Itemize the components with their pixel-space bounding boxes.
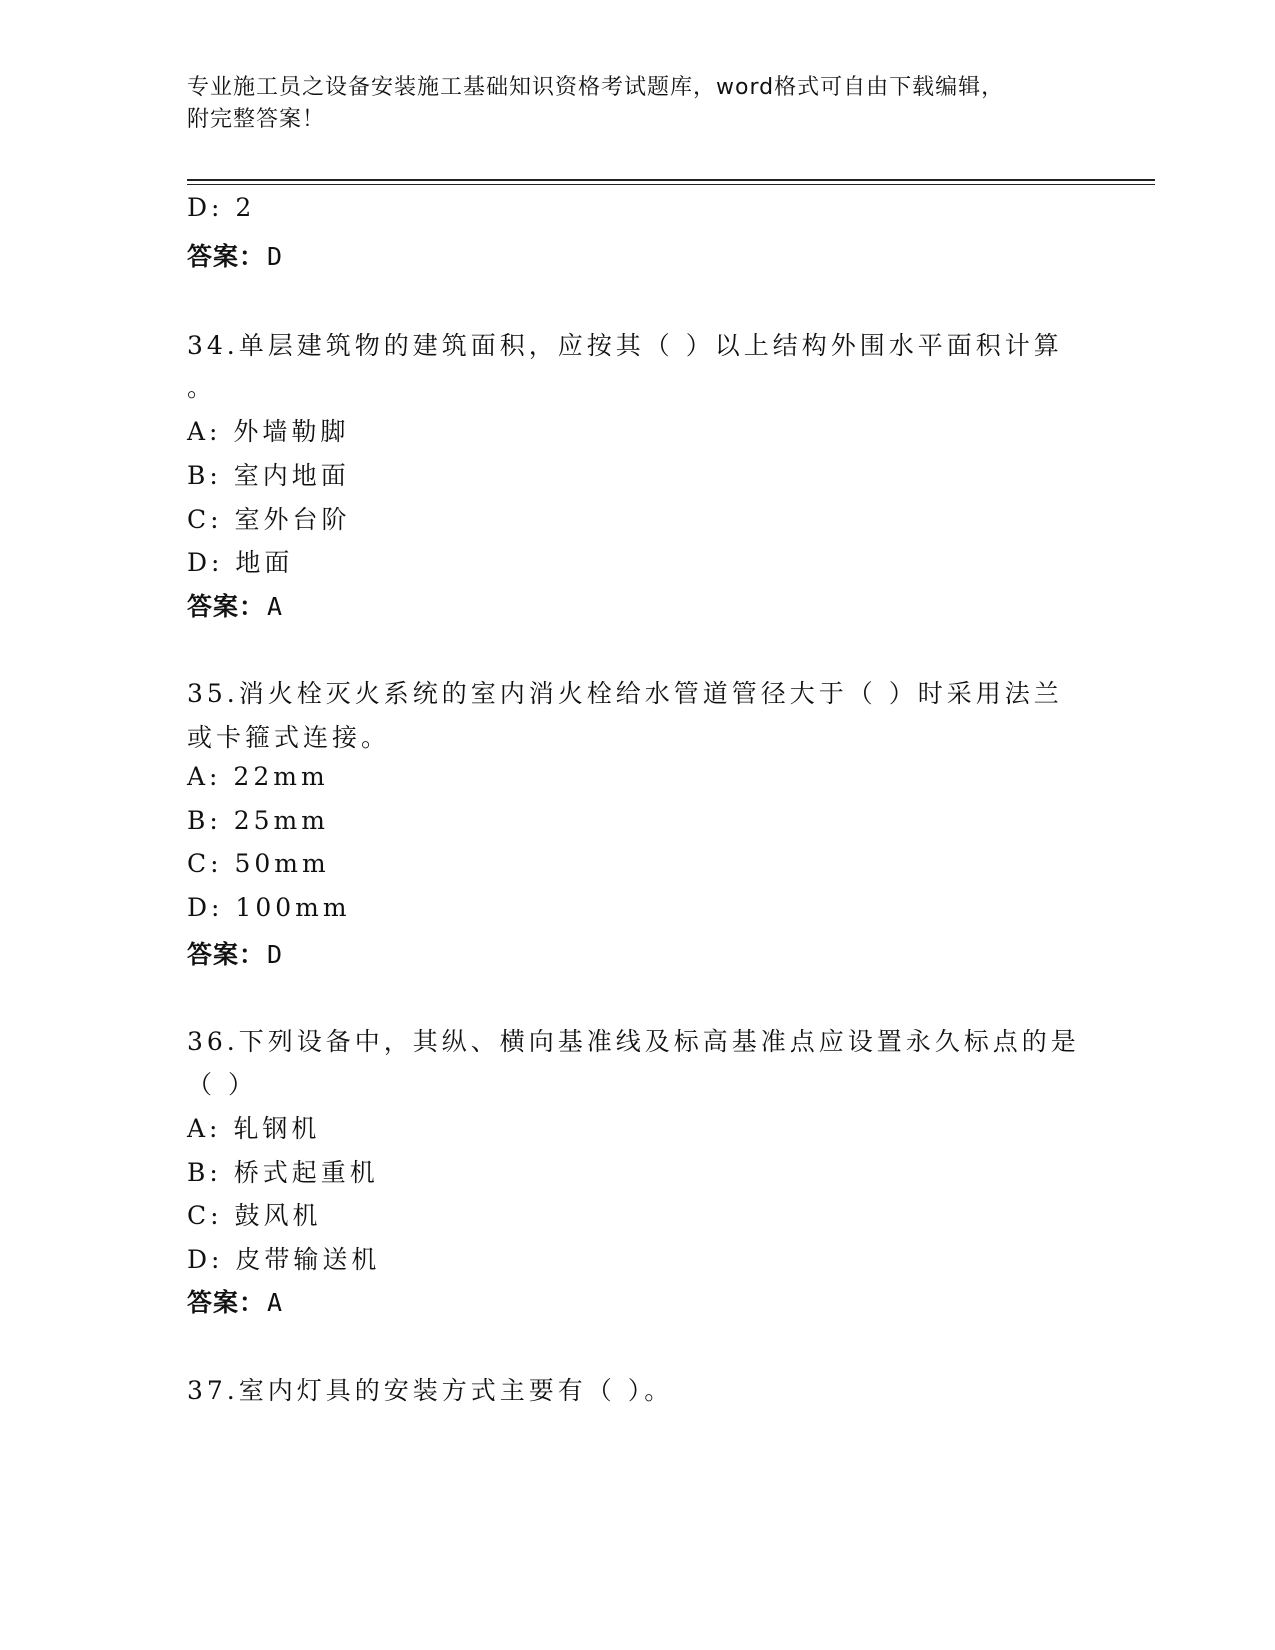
question-34-option-b: B: 室内地面 [187,461,350,490]
question-35-option-c: C: 50mm [187,849,330,878]
answer-value: A [267,592,284,621]
question-35-option-d: D: 100mm [187,893,351,922]
question-35-answer [187,935,283,971]
question-36-option-d: D: 皮带输送机 [187,1245,381,1274]
question-34-answer [187,587,283,623]
question-34-option-c: C: 室外台阶 [187,505,351,534]
answer-value: D [267,242,284,271]
question-36-option-c: C: 鼓风机 [187,1201,322,1230]
answer-label: 答案： [187,242,266,271]
question-37-text-line-1: 37.室内灯具的安装方式主要有（ ）。 [187,1376,674,1405]
document-header [187,72,1087,136]
question-35-option-a: A: 22mm [187,762,329,791]
prev-answer [187,237,283,273]
question-34-option-d: D: 地面 [187,548,294,577]
answer-label: 答案： [187,1288,266,1317]
answer-label: 答案： [187,940,266,969]
question-34-text-line-1: 34.单层建筑物的建筑面积，应按其（ ）以上结构外围水平面积计算 [187,331,1063,360]
question-35-text-line-1: 35.消火栓灭火系统的室内消火栓给水管道管径大于（ ）时采用法兰 [187,679,1063,708]
question-35-option-b: B: 25mm [187,806,329,835]
prev-option-d: D: 2 [187,193,256,222]
question-36-option-b: B: 桥式起重机 [187,1158,379,1187]
question-36-text-line-2: （ ） [187,1070,257,1099]
question-34-text-line-2: 。 [187,373,217,402]
question-36-text-line-1: 36.下列设备中，其纵、横向基准线及标高基准点应设置永久标点的是 [187,1027,1080,1056]
header-rule-thick [187,179,1155,181]
header-line-2: 附完整答案！ [187,107,326,132]
question-34-option-a: A: 外墙勒脚 [187,417,350,446]
header-rule-thin [187,184,1155,185]
header-line-1: 专业施工员之设备安装施工基础知识资格考试题库，word格式可自由下载编辑， [187,75,1005,100]
question-35-text-line-2: 或卡箍式连接。 [187,723,391,752]
answer-value: D [267,940,284,969]
answer-label: 答案： [187,592,266,621]
question-36-option-a: A: 轧钢机 [187,1114,321,1143]
question-36-answer [187,1283,283,1319]
answer-value: A [267,1288,284,1317]
